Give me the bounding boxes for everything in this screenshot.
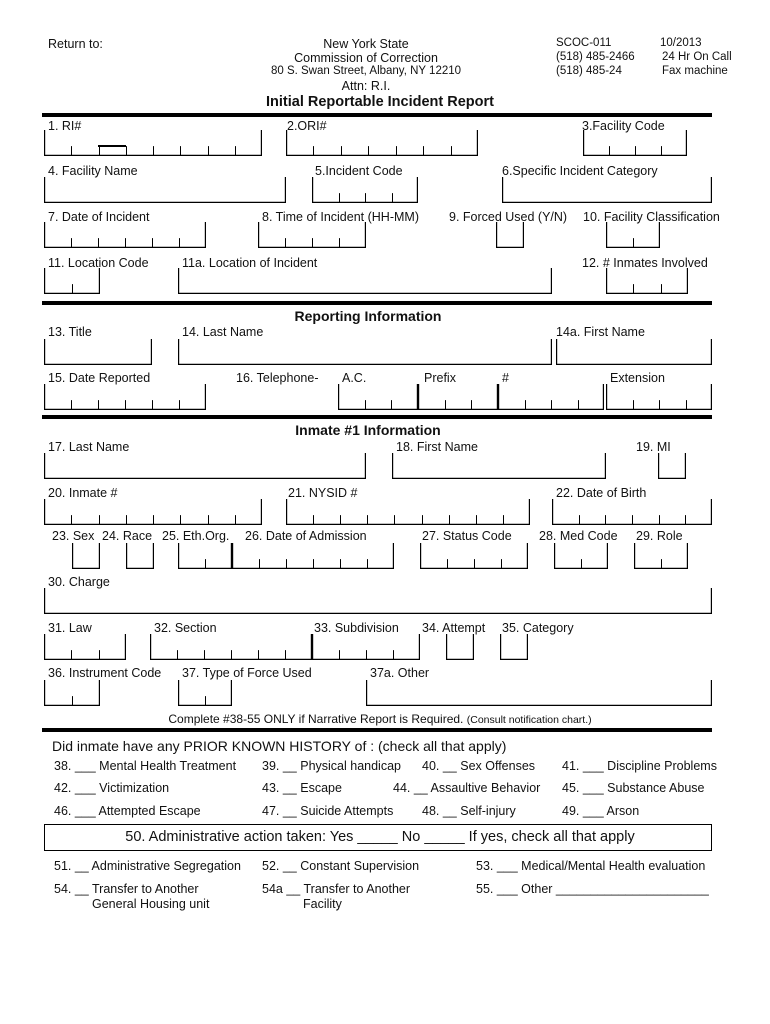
agency-address: 80 S. Swan Street, Albany, NY 12210 bbox=[270, 65, 462, 77]
nysid-field[interactable] bbox=[286, 499, 530, 525]
label-time-incident: 8. Time of Incident (HH-MM) bbox=[262, 210, 419, 224]
inmate-last-name-field[interactable] bbox=[44, 453, 366, 479]
label-telephone: 16. Telephone- bbox=[236, 371, 319, 385]
history-48[interactable]: 48. __ Self-injury bbox=[422, 804, 516, 818]
inmates-involved-field[interactable] bbox=[606, 268, 688, 294]
admin-54a[interactable]: 54a __ Transfer to Another bbox=[262, 882, 411, 896]
reporter-last-name-field[interactable] bbox=[178, 339, 552, 365]
incident-code-field[interactable] bbox=[312, 177, 418, 203]
field-outline bbox=[634, 543, 688, 569]
admin-54-cont: General Housing unit bbox=[92, 897, 210, 911]
other-force-field[interactable] bbox=[366, 680, 712, 706]
force-used-field[interactable] bbox=[496, 222, 524, 248]
field-outline bbox=[338, 384, 418, 410]
label-inmates-involved: 12. # Inmates Involved bbox=[582, 256, 708, 270]
ori-field[interactable] bbox=[286, 130, 478, 156]
label-inmate-first-name: 18. First Name bbox=[396, 440, 478, 454]
history-44[interactable]: 44. __ Assaultive Behavior bbox=[393, 781, 541, 795]
eth-org-field[interactable] bbox=[178, 543, 232, 569]
narrative-note-sub: (Consult notification chart.) bbox=[466, 714, 592, 726]
admin-55[interactable]: 55. ___ Other ______________________ bbox=[476, 882, 709, 896]
label-facility-name: 4. Facility Name bbox=[48, 164, 138, 178]
narrative-note-main: Complete #38-55 ONLY if Narrative Report is Required. bbox=[168, 712, 464, 726]
field-outline bbox=[583, 130, 687, 156]
history-47[interactable]: 47. __ Suicide Attempts bbox=[262, 804, 394, 818]
charge-field[interactable] bbox=[44, 588, 712, 614]
admin-53[interactable]: 53. ___ Medical/Mental Health evaluation bbox=[476, 859, 706, 873]
field-outline bbox=[286, 130, 478, 156]
divider bbox=[42, 728, 712, 732]
narrative-note bbox=[168, 713, 591, 726]
field-outline bbox=[312, 634, 420, 660]
field-outline bbox=[44, 453, 366, 479]
field-outline bbox=[606, 222, 660, 248]
divider bbox=[42, 113, 712, 117]
admin-51[interactable]: 51. __ Administrative Segregation bbox=[54, 859, 241, 873]
field-outline bbox=[178, 339, 552, 365]
field-outline bbox=[150, 634, 312, 660]
label-reporter-last-name: 14. Last Name bbox=[182, 325, 264, 339]
med-code-field[interactable] bbox=[554, 543, 608, 569]
subdivision-field[interactable] bbox=[312, 634, 420, 660]
phone-fax: (518) 485-24 bbox=[556, 65, 622, 77]
facility-class-field[interactable] bbox=[606, 222, 660, 248]
label-facility-class: 10. Facility Classification bbox=[583, 210, 720, 224]
date-admission-field[interactable] bbox=[232, 543, 394, 569]
label-title: 13. Title bbox=[48, 325, 92, 339]
inmate-first-name-field[interactable] bbox=[392, 453, 606, 479]
history-46[interactable]: 46. ___ Attempted Escape bbox=[54, 804, 201, 818]
oncall-label: 24 Hr On Call bbox=[662, 51, 732, 63]
field-outline bbox=[72, 543, 100, 569]
label-sex: 23. Sex bbox=[52, 529, 95, 543]
admin-action-line[interactable]: 50. Administrative action taken: Yes _____ No _____ If yes, check all that apply bbox=[125, 829, 635, 845]
race-field[interactable] bbox=[126, 543, 154, 569]
label-attempt: 34. Attempt bbox=[422, 621, 486, 635]
fax-label: Fax machine bbox=[662, 65, 728, 77]
field-outline bbox=[126, 543, 154, 569]
field-outline bbox=[496, 222, 524, 248]
inmate-mi-field[interactable] bbox=[658, 453, 686, 479]
admin-54[interactable]: 54. __ Transfer to Another bbox=[54, 882, 199, 896]
title-field[interactable] bbox=[44, 339, 152, 365]
history-49[interactable]: 49. ___ Arson bbox=[562, 804, 640, 818]
label-prefix: Prefix bbox=[424, 371, 456, 385]
date-reported-field[interactable] bbox=[44, 384, 206, 410]
agency-attn: Attn: R.I. bbox=[341, 79, 391, 93]
field-outline bbox=[392, 453, 606, 479]
field-outline bbox=[366, 680, 712, 706]
label-date-reported: 15. Date Reported bbox=[48, 371, 151, 385]
divider bbox=[42, 415, 712, 419]
role-field[interactable] bbox=[634, 543, 688, 569]
history-38[interactable]: 38. ___ Mental Health Treatment bbox=[54, 759, 237, 773]
location-incident-field[interactable] bbox=[178, 268, 552, 294]
admin-52[interactable]: 52. __ Constant Supervision bbox=[262, 859, 420, 873]
field-outline bbox=[502, 177, 712, 203]
ri-field[interactable] bbox=[44, 130, 262, 156]
field-outline bbox=[420, 543, 528, 569]
type-of-force-field[interactable] bbox=[178, 680, 232, 706]
label-reporter-first-name: 14a. First Name bbox=[556, 325, 645, 339]
agency-name: New York State bbox=[323, 37, 409, 51]
section-inmate-title: Inmate #1 Information bbox=[295, 422, 441, 438]
label-category: 35. Category bbox=[502, 621, 574, 635]
field-outline bbox=[44, 177, 286, 203]
history-45[interactable]: 45. ___ Substance Abuse bbox=[562, 781, 705, 795]
divider bbox=[42, 301, 712, 305]
inmate-number-field[interactable] bbox=[44, 499, 262, 525]
sex-field[interactable] bbox=[72, 543, 100, 569]
reporter-first-name-field[interactable] bbox=[556, 339, 712, 365]
label-facility-code: 3.Facility Code bbox=[582, 119, 665, 133]
field-outline bbox=[552, 499, 712, 525]
label-ri: 1. RI# bbox=[48, 119, 82, 133]
facility-code-field[interactable] bbox=[583, 130, 687, 156]
form-title: Initial Reportable Incident Report bbox=[266, 94, 494, 110]
area-code-field[interactable] bbox=[338, 384, 418, 410]
label-role: 29. Role bbox=[636, 529, 683, 543]
incident-category-field[interactable] bbox=[502, 177, 712, 203]
field-outline bbox=[606, 384, 712, 410]
admin-54a-cont: Facility bbox=[303, 897, 342, 911]
instrument-code-field[interactable] bbox=[44, 680, 100, 706]
attempt-field[interactable] bbox=[446, 634, 474, 660]
section-reporting-title: Reporting Information bbox=[294, 308, 442, 324]
ri-dash bbox=[98, 145, 126, 147]
agency-commission: Commission of Correction bbox=[294, 51, 438, 65]
field-outline bbox=[178, 268, 552, 294]
field-outline bbox=[606, 268, 688, 294]
field-outline bbox=[44, 588, 712, 614]
label-ori: 2.ORI# bbox=[287, 119, 327, 133]
field-outline bbox=[178, 543, 232, 569]
location-code-field[interactable] bbox=[44, 268, 100, 294]
field-outline bbox=[498, 384, 604, 410]
label-incident-code: 5.Incident Code bbox=[315, 164, 403, 178]
history-42[interactable]: 42. ___ Victimization bbox=[54, 781, 170, 795]
label-status-code: 27. Status Code bbox=[422, 529, 512, 543]
time-incident-field[interactable] bbox=[258, 222, 366, 248]
label-number: # bbox=[502, 371, 509, 385]
label-force-used: 9. Forced Used (Y/N) bbox=[449, 210, 568, 224]
label-date-of-birth: 22. Date of Birth bbox=[556, 486, 647, 500]
label-extension: Extension bbox=[610, 371, 665, 385]
label-med-code: 28. Med Code bbox=[539, 529, 618, 543]
facility-name-field[interactable] bbox=[44, 177, 286, 203]
phone-number-field[interactable] bbox=[498, 384, 604, 410]
field-outline bbox=[556, 339, 712, 365]
history-43[interactable]: 43. __ Escape bbox=[262, 781, 342, 795]
form-date: 10/2013 bbox=[660, 37, 702, 49]
field-outline bbox=[418, 384, 498, 410]
category-field[interactable] bbox=[500, 634, 528, 660]
label-location-code: 11. Location Code bbox=[48, 256, 149, 270]
label-eth-org: 25. Eth.Org. bbox=[162, 529, 230, 543]
label-instrument-code: 36. Instrument Code bbox=[48, 666, 162, 680]
field-outline bbox=[44, 384, 206, 410]
prefix-field[interactable] bbox=[418, 384, 498, 410]
label-inmate-mi: 19. MI bbox=[636, 440, 671, 454]
date-of-birth-field[interactable] bbox=[552, 499, 712, 525]
law-field[interactable] bbox=[44, 634, 126, 660]
form-code: SCOC-011 bbox=[556, 37, 612, 49]
label-subdivision: 33. Subdivision bbox=[314, 621, 399, 635]
label-date-admission: 26. Date of Admission bbox=[245, 529, 367, 543]
label-other-force: 37a. Other bbox=[370, 666, 430, 680]
extension-field[interactable] bbox=[606, 384, 712, 410]
label-law: 31. Law bbox=[48, 621, 92, 635]
label-area-code: A.C. bbox=[342, 371, 367, 385]
field-outline bbox=[44, 680, 100, 706]
field-outline bbox=[658, 453, 686, 479]
section-field[interactable] bbox=[150, 634, 312, 660]
label-location-incident: 11a. Location of Incident bbox=[182, 256, 318, 270]
label-nysid: 21. NYSID # bbox=[288, 486, 358, 500]
field-outline bbox=[232, 543, 394, 569]
field-outline bbox=[286, 499, 530, 525]
return-to-label: Return to: bbox=[48, 37, 103, 51]
field-outline bbox=[44, 339, 152, 365]
label-type-of-force: 37. Type of Force Used bbox=[182, 666, 312, 680]
label-inmate-last-name: 17. Last Name bbox=[48, 440, 130, 454]
field-outline bbox=[312, 177, 418, 203]
history-39[interactable]: 39. __ Physical handicap bbox=[262, 759, 401, 773]
label-date-incident: 7. Date of Incident bbox=[48, 210, 150, 224]
label-charge: 30. Charge bbox=[48, 575, 110, 589]
history-question: Did inmate have any PRIOR KNOWN HISTORY of : (check all that apply) bbox=[52, 738, 507, 754]
status-code-field[interactable] bbox=[420, 543, 528, 569]
field-outline bbox=[44, 130, 262, 156]
phone-oncall: (518) 485-2466 bbox=[556, 51, 635, 63]
label-race: 24. Race bbox=[102, 529, 153, 543]
date-incident-field[interactable] bbox=[44, 222, 206, 248]
field-outline bbox=[554, 543, 608, 569]
history-41[interactable]: 41. ___ Discipline Problems bbox=[562, 759, 717, 773]
history-40[interactable]: 40. __ Sex Offenses bbox=[422, 759, 536, 773]
label-section: 32. Section bbox=[154, 621, 217, 635]
field-outline bbox=[44, 499, 262, 525]
field-outline bbox=[44, 222, 206, 248]
field-outline bbox=[44, 634, 126, 660]
label-inmate-number: 20. Inmate # bbox=[48, 486, 118, 500]
field-outline bbox=[44, 268, 100, 294]
field-outline bbox=[446, 634, 474, 660]
label-incident-category: 6.Specific Incident Category bbox=[502, 164, 658, 178]
field-outline bbox=[500, 634, 528, 660]
field-outline bbox=[258, 222, 366, 248]
field-outline bbox=[178, 680, 232, 706]
